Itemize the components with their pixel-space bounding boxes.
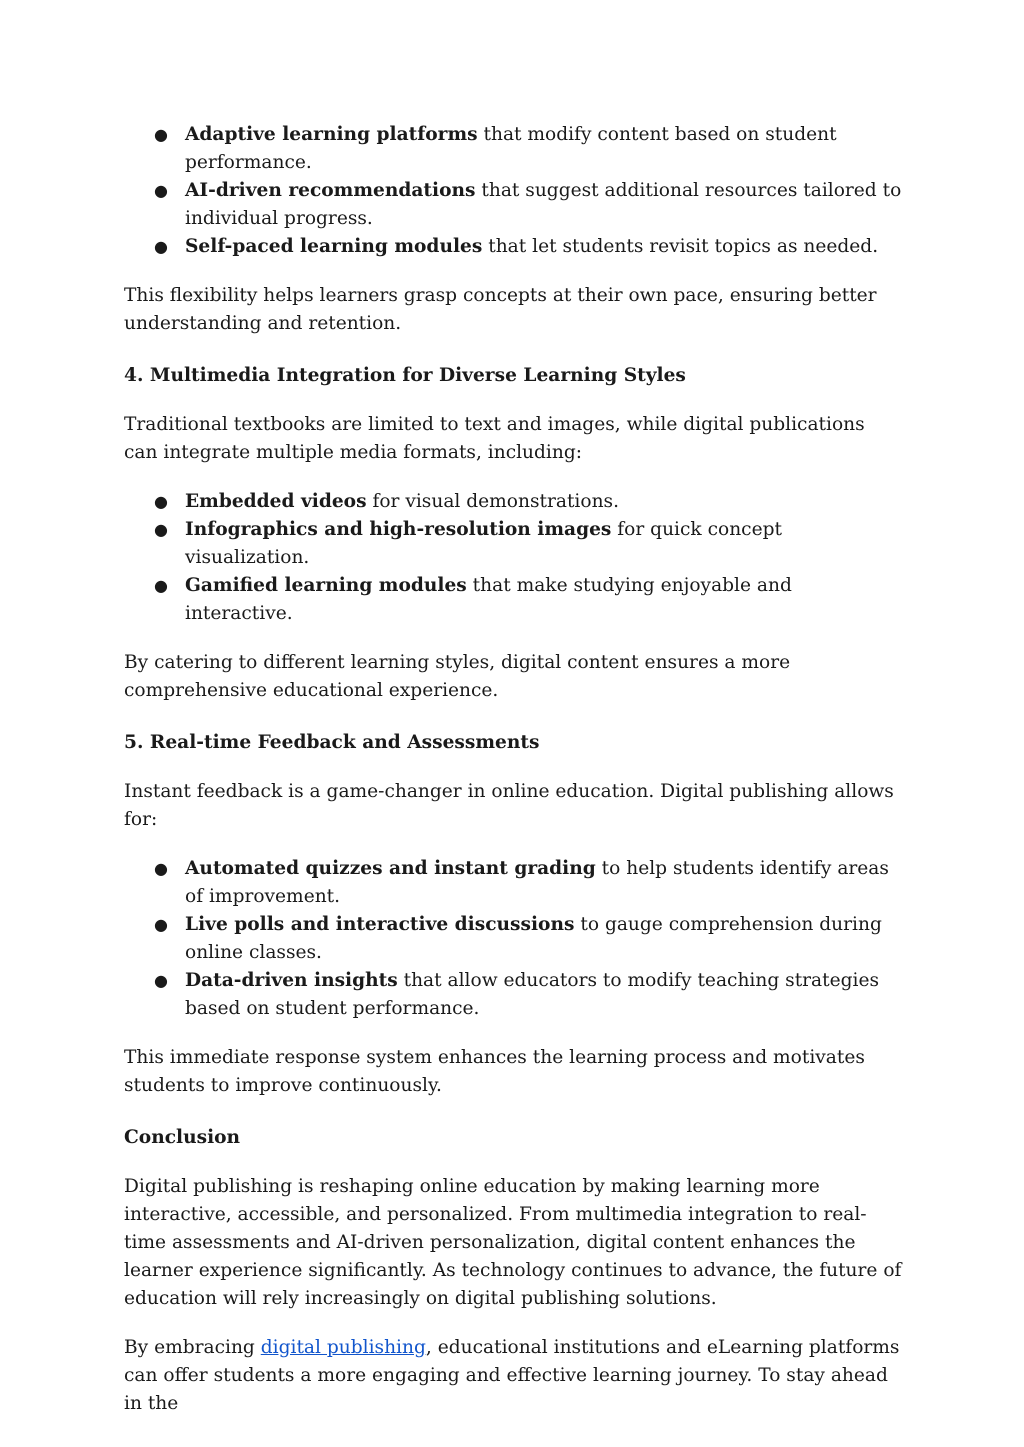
conclusion-paragraph: Digital publishing is reshaping online education by making learning more interactive, accessible, and personalized. From multimedia integration to real-time assessments and AI-driven personalization, digital content enhances the learner experience significantly. As technology continues to advance, the future of education will rely increasingly on digital publishing solutions.: [124, 1176, 902, 1309]
bullet-icon: ●: [154, 492, 168, 511]
bullet-icon: ●: [154, 915, 168, 934]
textbooks-paragraph: Traditional textbooks are limited to text and images, while digital publications can integrate multiple media formats, including:: [124, 414, 865, 463]
list-item: ● Data-driven insights that allow educators to modify teaching strategies based on student performance.: [124, 967, 904, 1023]
feedback-tools-list: [124, 855, 904, 1023]
bullet-icon: ●: [154, 859, 168, 878]
section-heading-multimedia: 4. Multimedia Integration for Diverse Learning Styles: [124, 365, 686, 386]
list-item: ● Live polls and interactive discussions to gauge comprehension during online classes.: [124, 911, 904, 967]
document-page: [124, 121, 904, 1418]
list-item: ● Automated quizzes and instant grading to help students identify areas of improvement.: [124, 855, 904, 911]
media-formats-list: [124, 488, 904, 628]
flexibility-paragraph: This flexibility helps learners grasp concepts at their own pace, ensuring better understanding and retention.: [124, 285, 877, 334]
personalization-list: [124, 121, 904, 261]
bullet-icon: ●: [154, 181, 168, 200]
section-heading-feedback: 5. Real-time Feedback and Assessments: [124, 732, 540, 753]
list-item: ● Adaptive learning platforms that modify content based on student performance.: [124, 121, 904, 177]
bullet-icon: ●: [154, 971, 168, 990]
bullet-icon: ●: [154, 576, 168, 595]
list-item: ● Embedded videos for visual demonstrations.: [124, 488, 904, 516]
digital-publishing-link[interactable]: digital publishing: [260, 1337, 426, 1358]
bullet-icon: ●: [154, 520, 168, 539]
list-item: ● Gamified learning modules that make studying enjoyable and interactive.: [124, 572, 904, 628]
closing-paragraph: By embracing digital publishing, educational institutions and eLearning platforms can offer students a more engaging and effective learning journey. To stay ahead in the: [124, 1337, 900, 1414]
list-item: ● Self-paced learning modules that let students revisit topics as needed.: [124, 233, 904, 261]
learning-styles-paragraph: By catering to different learning styles, digital content ensures a more comprehensive educational experience.: [124, 652, 791, 701]
response-system-paragraph: This immediate response system enhances the learning process and motivates students to improve continuously.: [124, 1047, 865, 1096]
bullet-icon: ●: [154, 237, 168, 256]
list-item: ● AI-driven recommendations that suggest additional resources tailored to individual progress.: [124, 177, 904, 233]
instant-feedback-paragraph: Instant feedback is a game-changer in online education. Digital publishing allows for:: [124, 781, 894, 830]
section-heading-conclusion: Conclusion: [124, 1127, 241, 1148]
list-item: ● Infographics and high-resolution images for quick concept visualization.: [124, 516, 904, 572]
bullet-icon: ●: [154, 125, 168, 144]
